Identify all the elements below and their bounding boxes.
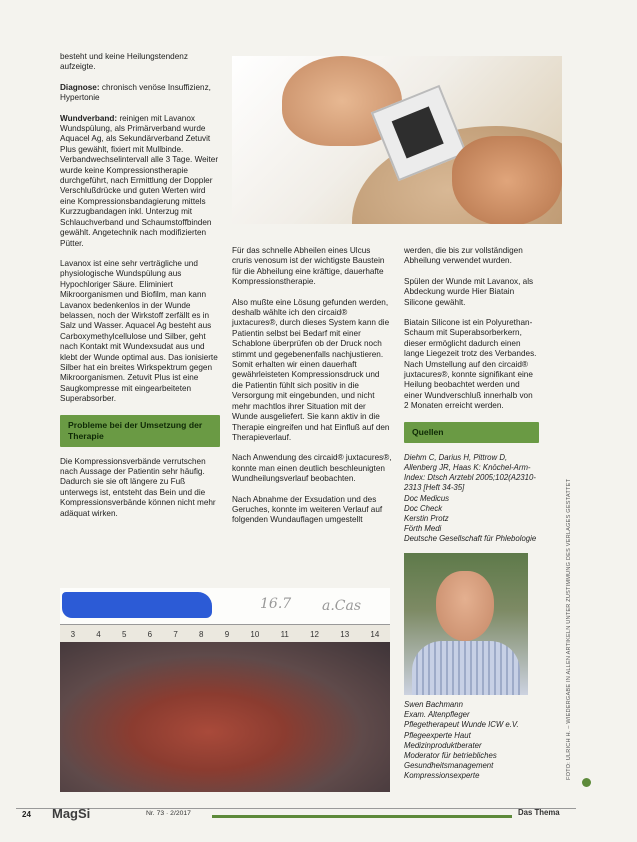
face-shape xyxy=(436,571,494,641)
paragraph: Also mußte eine Lösung gefunden werden, deshalb wählte ich den circaid® juxtacures®, durch dieses System kann die Patientin selbst bei Bedarf mit einer Schablone überprüfen ob der Druck noch stimmt und gegebenenfalls nachjustieren. Somit erhalten wir einen dauerhaft gewährleisteten Kompressionsdruck und die Patientin fühlt sich positiv in die Versorgung mit eingebunden, und nicht mehr machtlos ihrer Situation mit der Wunde ausgeliefert. Sie kann aktiv in die Therapie eingreifen und hat Einfluß auf den Therapieverlauf. xyxy=(232,297,390,442)
blue-marker-redaction xyxy=(62,592,212,618)
ruler-tick: 3 xyxy=(70,629,76,639)
source-item: Doc Check xyxy=(404,503,443,513)
text-column-1 xyxy=(60,52,220,529)
paragraph: Lavanox ist eine sehr verträgliche und physiologische Wundspülung aus Hypochloriger Säure. Eliminiert Mikroorganismen und Biofilm, man kann Lavanox bedenkenlos in der Wunde belassen, noch der Wirkstoff zerfällt es in Salz und Wasser. Aquacel Ag besteht aus Carboxymethylcellulose und Silber, geht nach Kontakt mit Wundexsudat aus und klebt der Wunde optimal aus. Das ionisierte Silber hat ein breites Wirkspektrum gegen Mikroorganismen. Zetuvit Plus ist eine Saugkompresse mit eingearbeiteten Superabsorber. xyxy=(60,258,218,404)
ruler-tick: 14 xyxy=(370,629,380,639)
ruler-tick: 10 xyxy=(250,629,260,639)
source-item: Diehm C, Darius H, Pittrow D, Allenberg JR, Haas K: Knöchel-Arm-Index: Dtsch Arztebl 2005;102(A2310-2313 [Heft 34-35] xyxy=(404,452,536,493)
wound-dressing-paragraph xyxy=(60,114,220,249)
photo-label-strip xyxy=(60,588,390,624)
ruler-tick: 13 xyxy=(340,629,350,639)
handwritten-date: 16.7 xyxy=(260,596,292,612)
vertical-credit-text: FOTO: ULRICH H. – WIEDERGABE IN ALLEN ARTIKELN UNTER ZUSTIMMUNG DES VERLAGES GESTATTET xyxy=(566,478,572,780)
paragraph: besteht und keine Heilungstendenz aufzeigte. xyxy=(60,52,188,72)
section-heading-box: Probleme bei der Umsetzung der Therapie xyxy=(60,415,220,447)
footer-accent-bar xyxy=(212,815,512,818)
author-portrait xyxy=(404,553,528,695)
author-title: Exam. Altenpfleger xyxy=(404,710,470,720)
source-item: Förth Medi xyxy=(404,524,442,534)
bandage-photo xyxy=(232,56,562,224)
text-column-3 xyxy=(404,246,539,545)
ruler-tick: 5 xyxy=(121,629,127,639)
ruler-tick: 12 xyxy=(310,629,320,639)
ruler-tick: 11 xyxy=(280,629,289,639)
wound-skin-area xyxy=(60,642,390,792)
source-item: Doc Medicus xyxy=(404,493,450,503)
handwritten-note: a.Cas xyxy=(322,598,362,614)
author-title: Pflegetherapeut Wunde ICW e.V. xyxy=(404,720,519,730)
author-title: Kompressionsexperte xyxy=(404,771,480,781)
sources-heading-box: Quellen xyxy=(404,422,539,443)
author-bio xyxy=(404,700,554,782)
magazine-name: MagSi xyxy=(52,806,91,821)
hand-shape xyxy=(452,136,562,224)
author-title: Medizinproduktberater xyxy=(404,740,482,750)
measuring-ruler xyxy=(60,624,390,644)
paragraph: Biatain Silicone ist ein Polyurethan-Schaum mit Superabsorberkern, dieser ermöglicht dadurch einen lange Liegezeit trotz des Verbandes. Nach Umstellung auf den circaid® juxtacures®, konnte signifikant eine Heilung beobachtet werden und einer Wundverschluß innerhalb von 2 Monaten erreicht werden. xyxy=(404,318,537,411)
text-column-2 xyxy=(232,246,392,536)
paragraph: Spülen der Wunde mit Lavanox, als Abdeckung wurde Hier Biatain Silicone gewählt. xyxy=(404,276,534,307)
diagnosis-text: chronisch venöse Insuffizienz, Hypertonie xyxy=(60,82,211,103)
shirt-shape xyxy=(412,641,520,695)
diagnosis-label: Diagnose: xyxy=(60,82,100,92)
paragraph: Für das schnelle Abheilen eines Ulcus cruris venosum ist der wichtigste Baustein für die Abheilung eine kräftige, dauerhafte Kompressionstherapie. xyxy=(232,246,385,287)
author-name: Swen Bachmann xyxy=(404,700,463,709)
section-name: Das Thema xyxy=(518,808,560,817)
source-item: Deutsche Gesellschaft für Phlebologie xyxy=(404,534,537,544)
paragraph: werden, die bis zur vollständigen Abheilung verwendet wurden. xyxy=(404,246,523,266)
diagnosis-paragraph xyxy=(60,83,220,104)
ruler-tick: 4 xyxy=(96,629,101,639)
source-item: Kerstin Protz xyxy=(404,513,449,523)
page-number: 24 xyxy=(22,810,31,819)
issue-number: Nr. 73 · 2/2017 xyxy=(146,810,191,817)
sources-list xyxy=(404,453,539,545)
ruler-tick: 8 xyxy=(199,629,204,639)
decorative-dot xyxy=(582,778,591,787)
wound-photo xyxy=(60,588,390,792)
wound-dressing-label: Wundverband: xyxy=(60,113,118,123)
author-title: Pflegeexperte Haut xyxy=(404,730,471,740)
ruler-tick: 9 xyxy=(224,629,230,639)
author-title: Moderator für betriebliches Gesundheitsmanagement xyxy=(404,751,497,771)
ruler-tick: 7 xyxy=(173,629,178,639)
wound-dressing-text: reinigen mit Lavanox Wundspülung, als Primärverband wurde Aquacel Ag, als Sekundärverband Zetuvit Plus gewählt, fixiert mit Mullbinde. Verbandwechselintervall alle 3 Tage. Weiter wurde keine Kompressionstherapie durchgeführt, nach Ermittlung der Doppler Verschlußdrücke und guten Werten wird eine Kompressionsbandagierung mittels Kurzzugbandagen inkl. Unterzug mit Schlauchverband und Schaumstoffbinden gewählt. Angetechnik nach modifizierten Pütter. xyxy=(60,113,219,248)
ruler-tick: 6 xyxy=(147,629,153,639)
paragraph: Nach Abnahme der Exsudation und des Geruches, konnte im weiteren Verlauf auf folgenden Wundauflagen umgestellt xyxy=(232,494,383,525)
paragraph: Nach Anwendung des circaid® juxtacures®, konnte man einen deutlich beschleunigten Wundheilungsverlauf beobachten. xyxy=(232,453,392,484)
paragraph: Die Kompressionsverbände verrutschen nach Aussage der Patientin sehr häufig. Dadurch sie sie oft längere zu Fuß unterwegs ist, entsteht das Bein und die Kompressionsverbände können nicht mehr adäquat wirken. xyxy=(60,456,216,518)
